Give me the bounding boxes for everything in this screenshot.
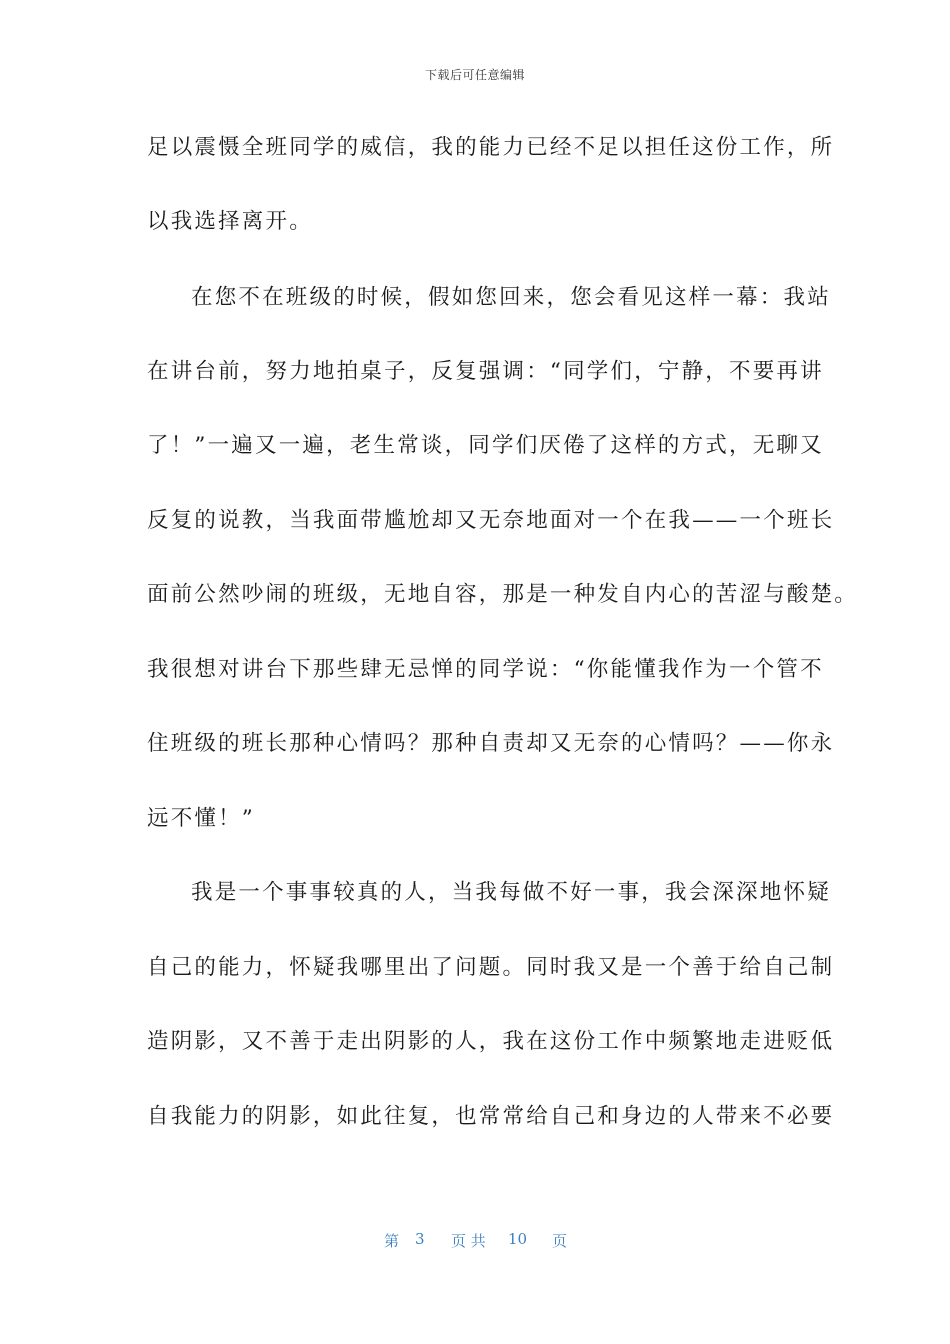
text-line: 足以震慑全班同学的威信，我的能力已经不足以担任这份工作，所 <box>147 135 835 160</box>
text-line: 我是一个事事较真的人，当我每做不好一事，我会深深地怀疑 <box>191 880 831 905</box>
footer-total-pages: 10 <box>508 1230 528 1248</box>
text-line: 面前公然吵闹的班级，无地自容，那是一种发自内心的苦涩与酸楚。 <box>147 582 859 607</box>
text-line: 在讲台前，努力地拍桌子，反复强调：“同学们，宁静，不要再讲 <box>147 359 824 384</box>
footer-ye-gong: 页 共 <box>451 1232 486 1250</box>
text-line: 反复的说教，当我面带尴尬却又无奈地面对一个在我——一个班长 <box>147 508 835 533</box>
text-line: 在您不在班级的时候，假如您回来，您会看见这样一幕：我站 <box>191 285 831 310</box>
text-line: 了！”一遍又一遍，老生常谈，同学们厌倦了这样的方式，无聊又 <box>147 433 824 458</box>
footer-page-number: 3 <box>415 1230 425 1248</box>
page-header: 下载后可任意编辑 <box>424 68 525 82</box>
text-line: 自己的能力，怀疑我哪里出了问题。同时我又是一个善于给自己制 <box>147 955 835 980</box>
page-footer <box>0 1230 950 1250</box>
text-line: 远不懂！” <box>147 806 255 831</box>
text-line: 住班级的班长那种心情吗？那种自责却又无奈的心情吗？——你永 <box>147 731 835 756</box>
text-line: 我很想对讲台下那些肆无忌惮的同学说：“你能懂我作为一个管不 <box>147 657 824 682</box>
text-line: 以我选择离开。 <box>147 209 313 234</box>
footer-ye: 页 <box>552 1232 568 1250</box>
text-line: 造阴影，又不善于走出阴影的人，我在这份工作中频繁地走进贬低 <box>147 1029 835 1054</box>
text-line: 自我能力的阴影，如此往复，也常常给自己和身边的人带来不必要 <box>147 1104 835 1129</box>
footer-di: 第 <box>384 1232 400 1250</box>
